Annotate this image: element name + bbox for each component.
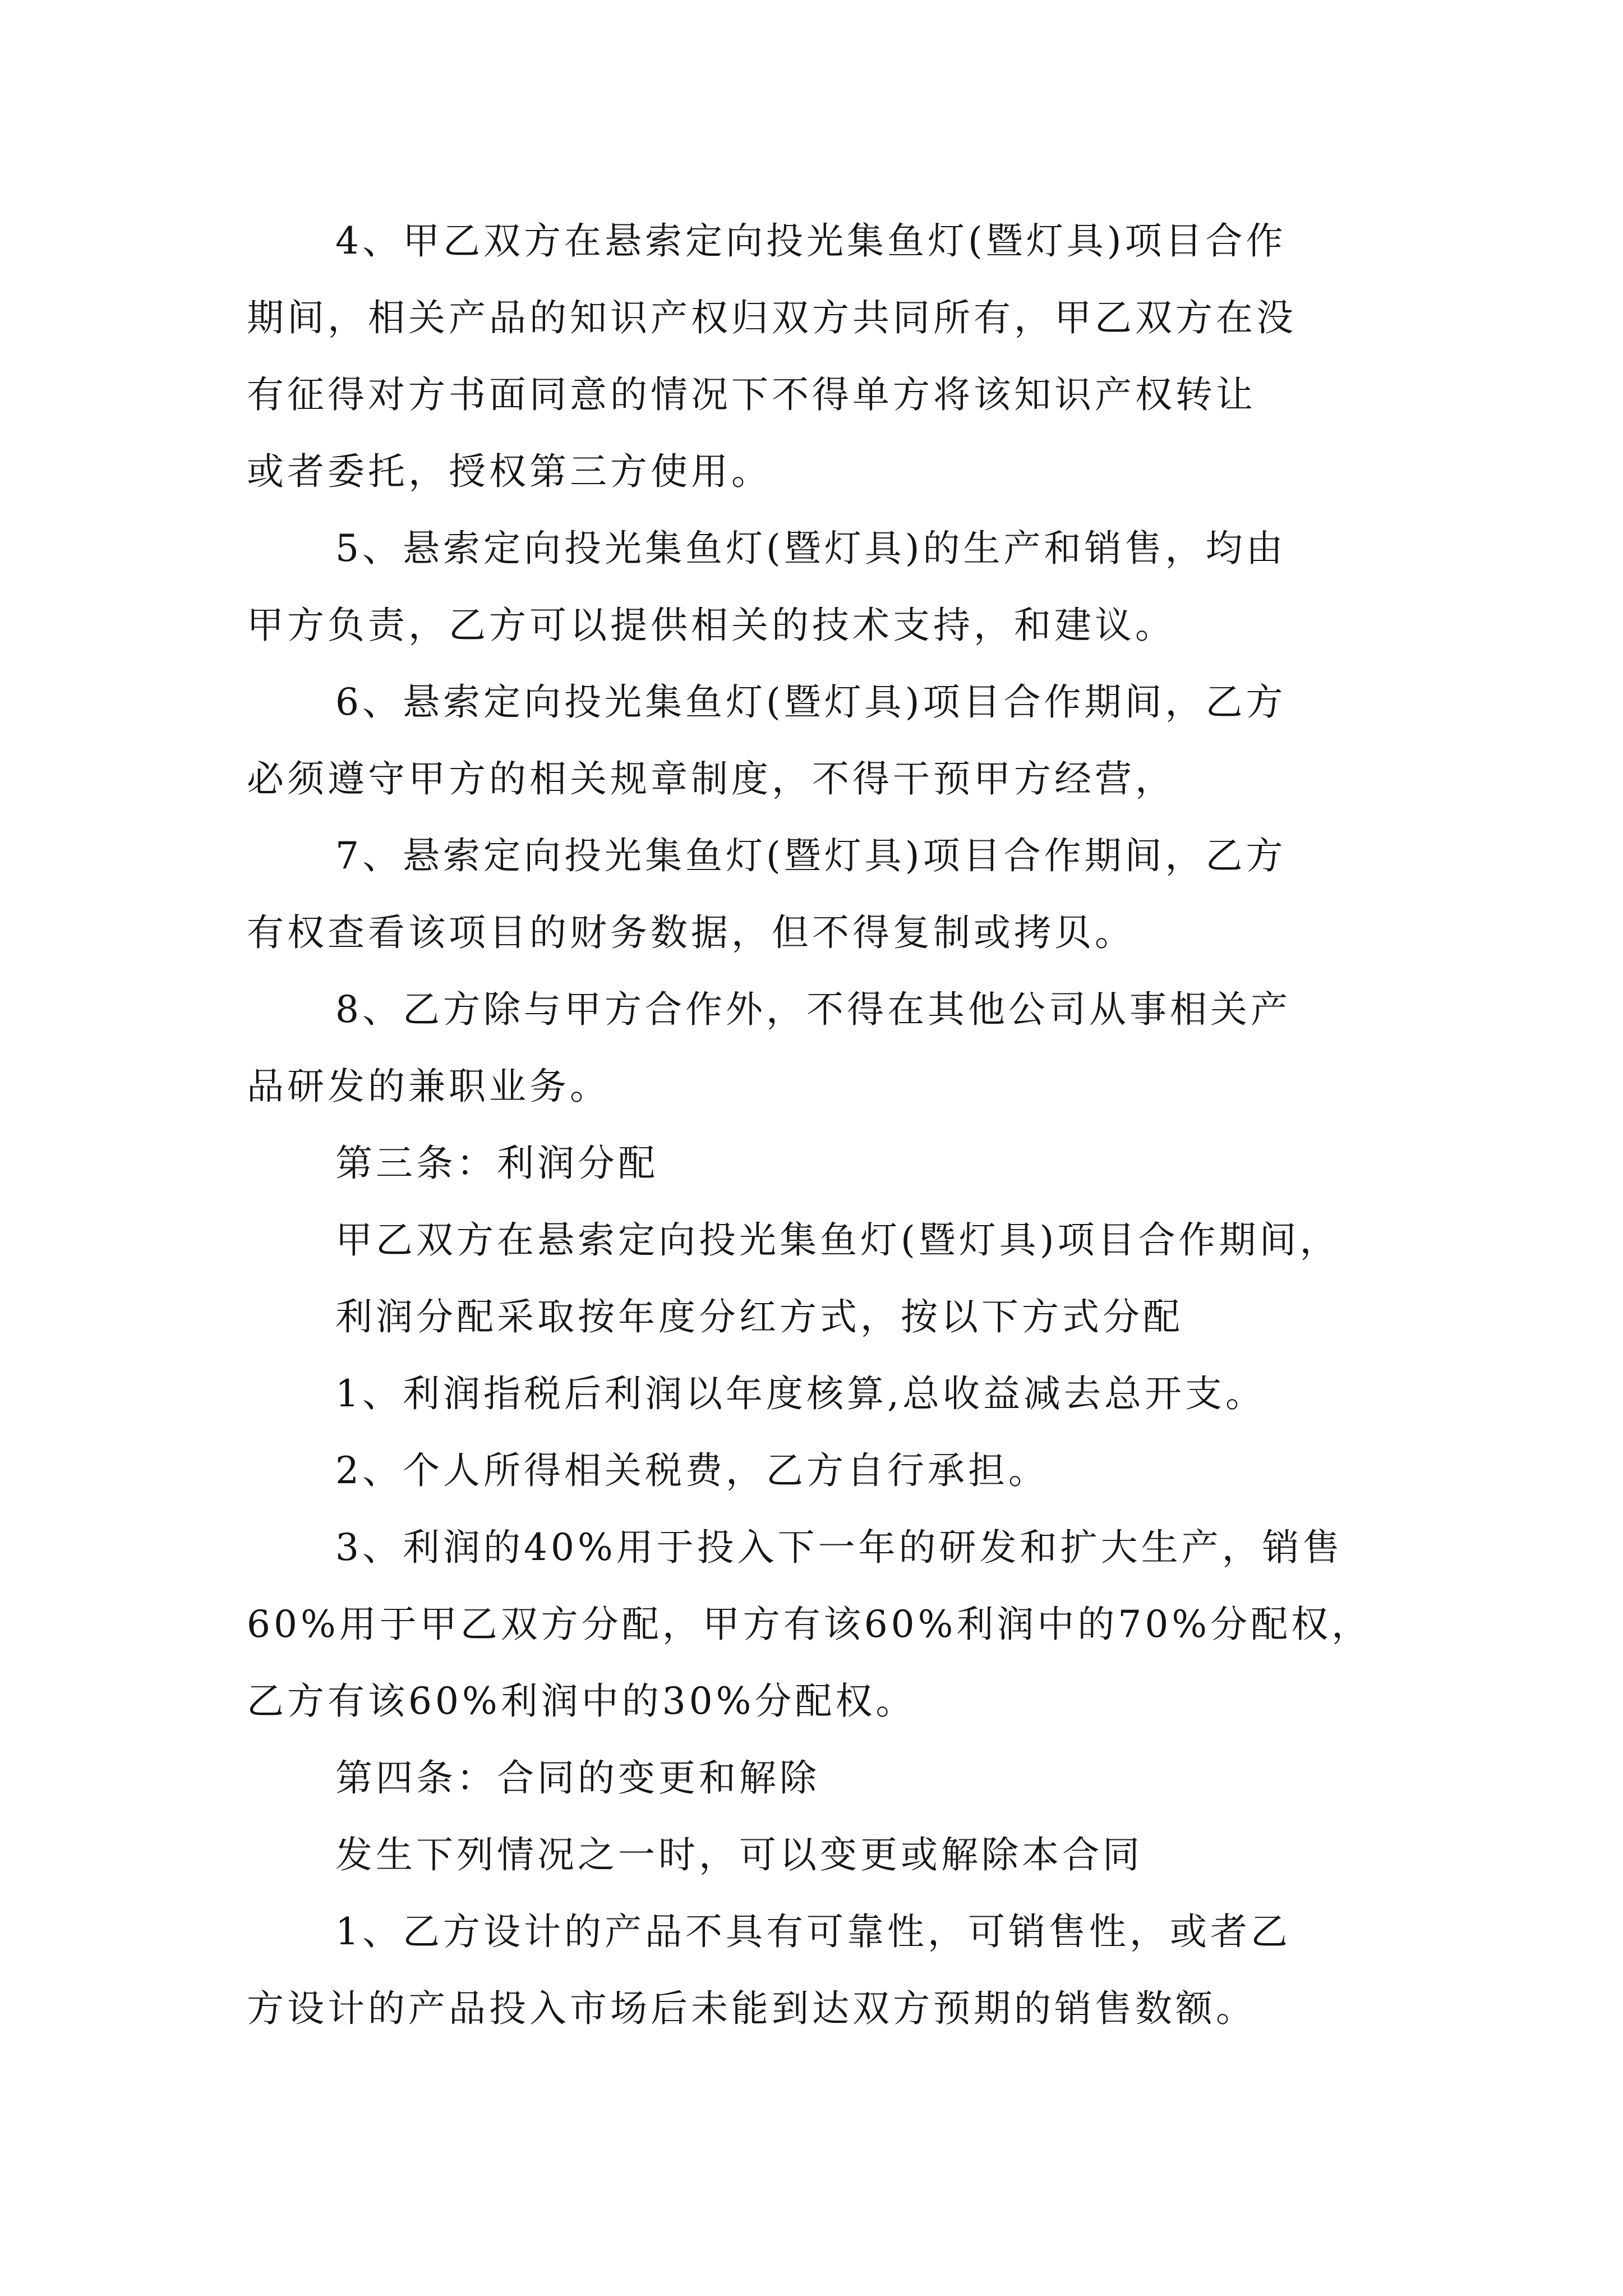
text-line: 甲方负责，乙方可以提供相关的技术支持，和建议。	[247, 604, 1175, 647]
text-line: 有征得对方书面同意的情况下不得单方将该知识产权转让	[247, 373, 1256, 416]
text-line-clause-5: 5、悬索定向投光集鱼灯(暨灯具)的生产和销售，均由	[335, 527, 1287, 570]
text-line: 利润分配采取按年度分红方式，按以下方式分配	[335, 1295, 1183, 1338]
text-line: 品研发的兼职业务。	[247, 1065, 610, 1108]
text-line-clause-7: 7、悬索定向投光集鱼灯(暨灯具)项目合作期间，乙方	[335, 834, 1287, 877]
text-line: 或者委托，授权第三方使用。	[247, 450, 772, 493]
text-line: 期间，相关产品的知识产权归双方共同所有，甲乙双方在没	[247, 296, 1297, 339]
text-line: 必须遵守甲方的相关规章制度，不得干预甲方经营，	[247, 757, 1175, 800]
text-line-clause-8: 8、乙方除与甲方合作外，不得在其他公司从事相关产	[335, 988, 1291, 1031]
text-line: 发生下列情况之一时，可以变更或解除本合同	[335, 1833, 1143, 1876]
text-line-clause-4: 4、甲乙双方在悬索定向投光集鱼灯(暨灯具)项目合作	[335, 219, 1287, 263]
text-line-clause-6: 6、悬索定向投光集鱼灯(暨灯具)项目合作期间，乙方	[335, 680, 1287, 724]
text-line-item-3: 3、利润的40%用于投入下一年的研发和扩大生产，销售	[335, 1526, 1343, 1569]
text-line-item-2: 2、个人所得相关税费，乙方自行承担。	[335, 1449, 1049, 1492]
section-heading-article-4: 第四条：合同的变更和解除	[335, 1756, 820, 1800]
text-line: 方设计的产品投入市场后未能到达双方预期的销售数额。	[247, 1987, 1256, 2030]
text-line: 甲乙双方在悬索定向投光集鱼灯(暨灯具)项目合作期间，	[335, 1218, 1340, 1262]
section-heading-article-3: 第三条：利润分配	[335, 1142, 658, 1185]
text-line: 有权查看该项目的财务数据，但不得复制或拷贝。	[247, 911, 1135, 954]
text-line-item-1: 1、利润指税后利润以年度核算,总收益减去总开支。	[335, 1372, 1266, 1415]
text-line: 乙方有该60%利润中的30%分配权。	[247, 1680, 916, 1723]
text-line: 60%用于甲乙双方分配，甲方有该60%利润中的70%分配权，	[247, 1603, 1372, 1646]
text-line-item-1: 1、乙方设计的产品不具有可靠性，可销售性，或者乙	[335, 1910, 1291, 1953]
